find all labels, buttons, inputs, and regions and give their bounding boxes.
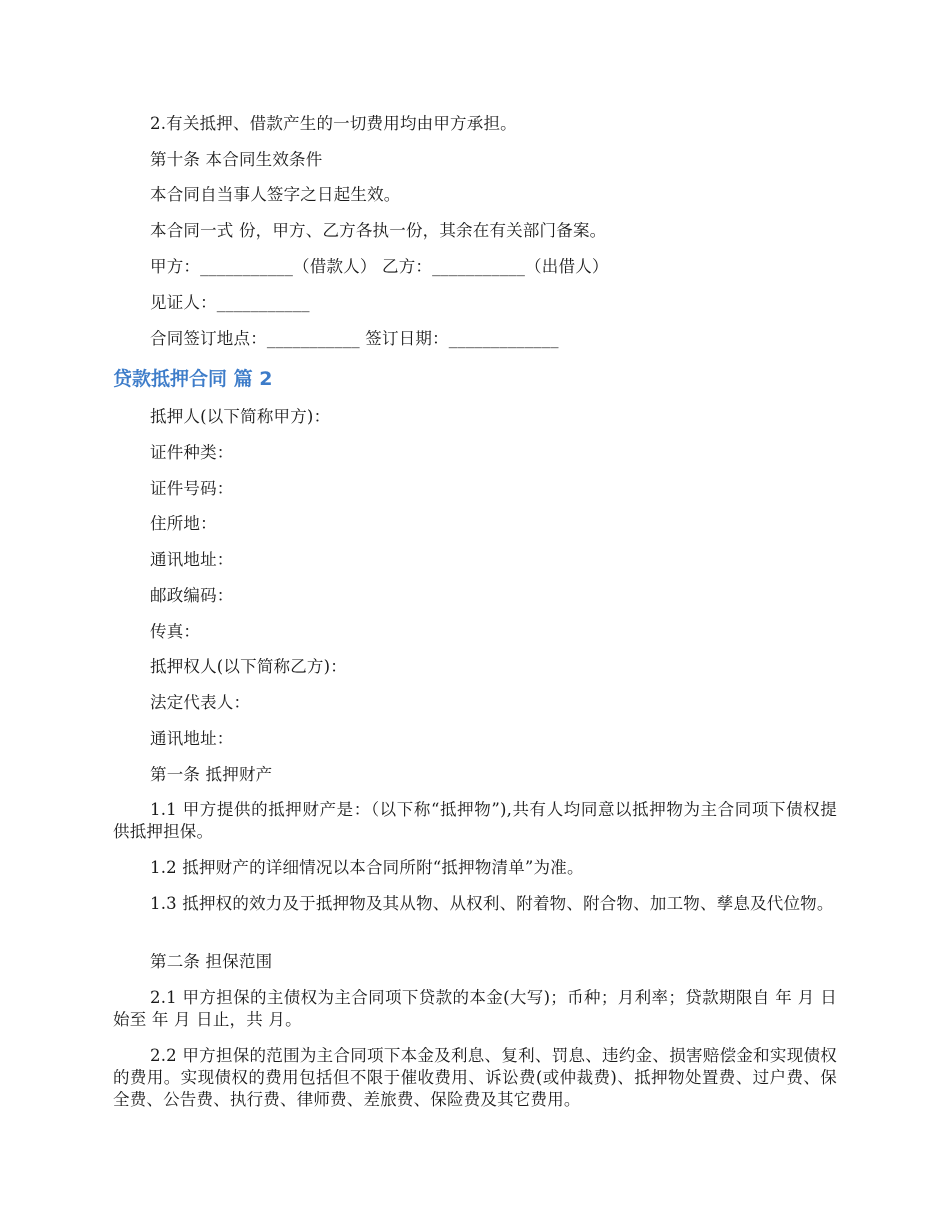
witness-line: 见证人：___________	[150, 293, 310, 312]
legal-rep-line: 法定代表人：	[150, 693, 251, 712]
article-1-title: 第一条 抵押财产	[150, 765, 273, 784]
postal-code-line: 邮政编码：	[150, 586, 234, 605]
copies-line: 本合同一式 份，甲方、乙方各执一份，其余在有关部门备案。	[150, 221, 607, 240]
fax-line: 传真：	[150, 622, 201, 641]
mortgagee-address-line: 通讯地址：	[150, 729, 234, 748]
clause-1-3: 1.3 抵押权的效力及于抵押物及其从物、从权利、附着物、附合物、加工物、孳息及代位物。	[150, 894, 834, 913]
article-2-title: 第二条 担保范围	[150, 952, 273, 971]
signing-place-date-line: 合同签订地点：___________ 签订日期：_____________	[150, 329, 559, 348]
id-number-line: 证件号码：	[150, 479, 234, 498]
mortgagee-line: 抵押权人(以下简称乙方)：	[150, 657, 347, 676]
mortgagor-line: 抵押人(以下简称甲方)：	[150, 407, 331, 426]
clause-fee-line: 2.有关抵押、借款产生的一切费用均由甲方承担。	[150, 114, 517, 133]
section-heading: 贷款抵押合同 篇 2	[113, 368, 273, 390]
article-10-title: 第十条 本合同生效条件	[150, 150, 323, 169]
effective-line: 本合同自当事人签字之日起生效。	[150, 185, 401, 204]
clause-1-1: 1.1 甲方提供的抵押财产是：（以下称“抵押物”),共有人均同意以抵押物为主合同项下债权提供抵押担保。	[113, 800, 837, 841]
signature-parties-line: 甲方：___________（借款人） 乙方：___________（出借人）	[150, 257, 609, 276]
mail-address-line: 通讯地址：	[150, 550, 234, 569]
clause-1-2: 1.2 抵押财产的详细情况以本合同所附“抵押物清单”为准。	[150, 858, 584, 877]
clause-2-2: 2.2 甲方担保的范围为主合同项下本金及利息、复利、罚息、违约金、损害赔偿金和实现债权的费用。实现债权的费用包括但不限于催收费用、诉讼费(或仲裁费)、抵押物处置费、过户费、保全费、公告费、执行费、律师费、差旅费、保险费及其它费用。	[113, 1046, 837, 1109]
residence-line: 住所地：	[150, 514, 217, 533]
clause-2-1: 2.1 甲方担保的主债权为主合同项下贷款的本金(大写)；币种；月利率；贷款期限自 年 月 日始至 年 月 日止，共 月。	[113, 988, 837, 1029]
id-type-line: 证件种类：	[150, 443, 234, 462]
